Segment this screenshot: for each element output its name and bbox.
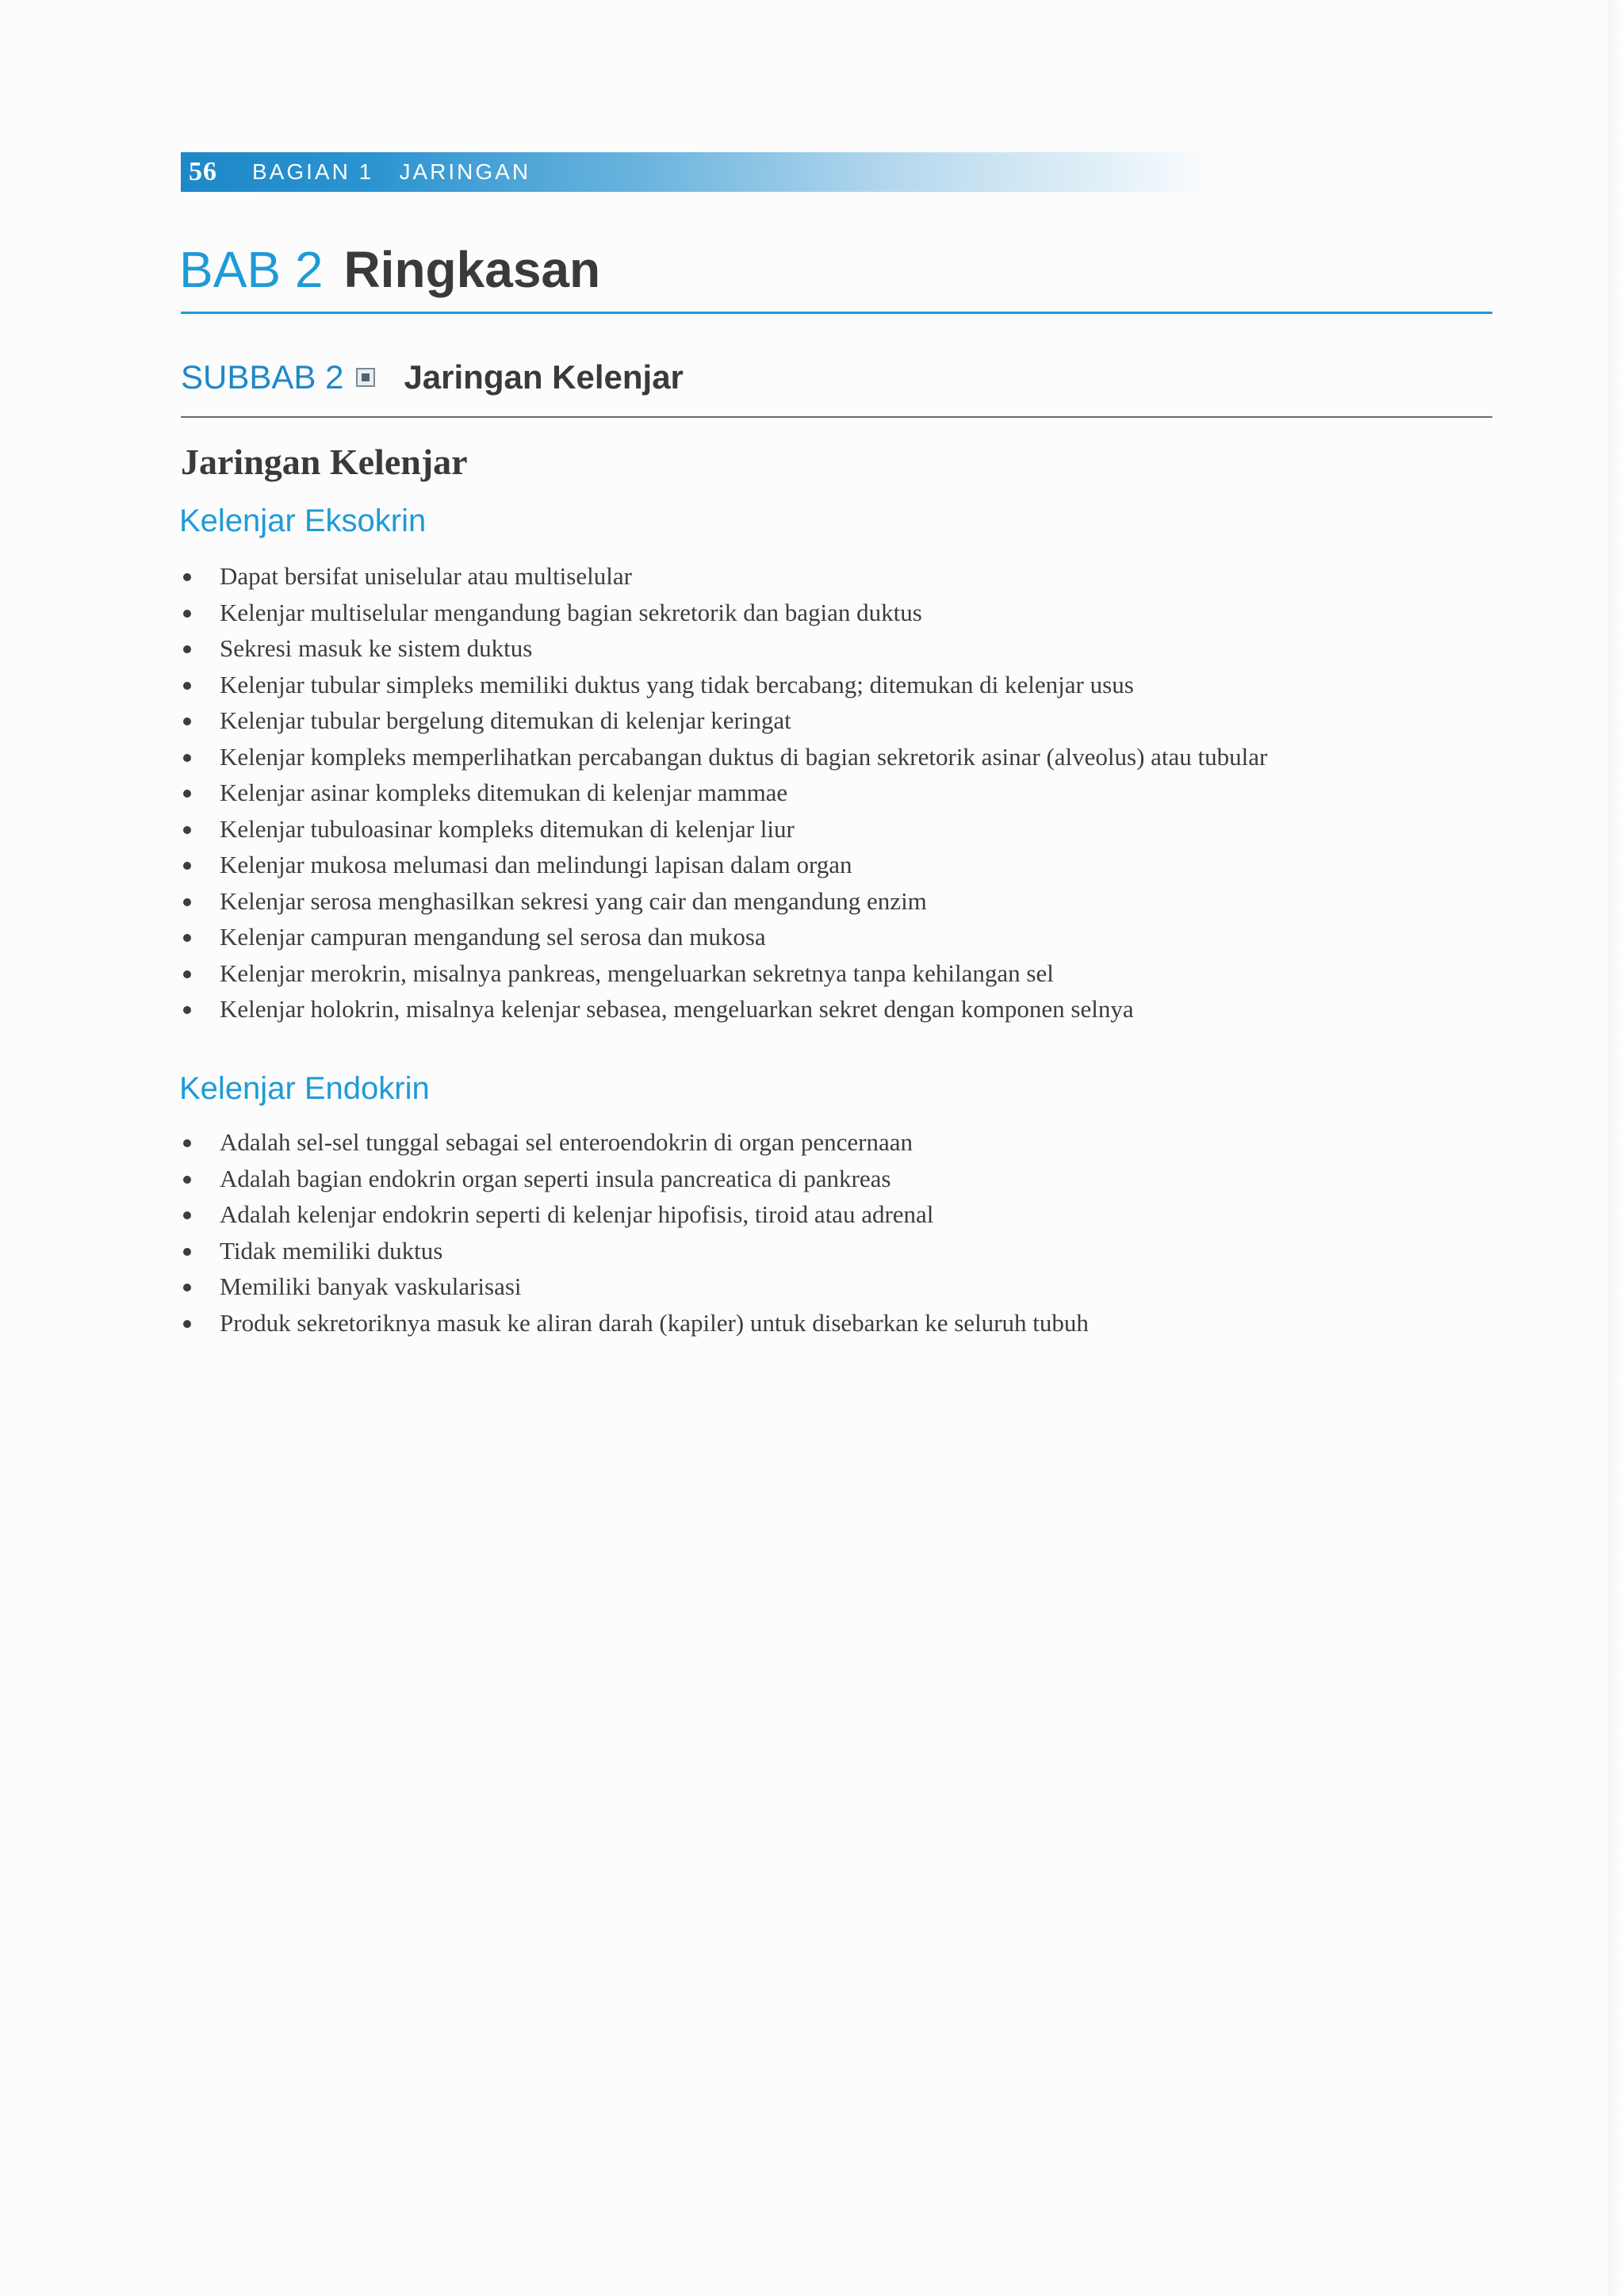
list-item: Kelenjar merokrin, misalnya pankreas, mengeluarkan sekretnya tanpa kehilangan sel	[181, 955, 1267, 992]
running-header-section: BAGIAN 1 JARINGAN	[252, 159, 531, 184]
list-item: Kelenjar mukosa melumasi dan melindungi lapisan dalam organ	[181, 847, 1267, 883]
exocrine-list	[181, 558, 1267, 1027]
list-item: Kelenjar campuran mengandung sel serosa dan mukosa	[181, 919, 1267, 955]
list-item: Kelenjar tubular simpleks memiliki duktus yang tidak bercabang; ditemukan di kelenjar usus	[181, 667, 1267, 703]
list-item: Adalah sel-sel tunggal sebagai sel enteroendokrin di organ pencernaan	[181, 1124, 1089, 1161]
chapter-rule	[181, 312, 1492, 314]
list-item: Kelenjar tubuloasinar kompleks ditemukan di kelenjar liur	[181, 811, 1267, 848]
list-item: Kelenjar multiselular mengandung bagian sekretorik dan bagian duktus	[181, 595, 1267, 631]
section-heading: Jaringan Kelenjar	[181, 442, 468, 482]
list-item: Dapat bersifat uniselular atau multiselular	[181, 558, 1267, 595]
list-item: Memiliki banyak vaskularisasi	[181, 1269, 1089, 1305]
chapter-title	[179, 238, 600, 301]
list-item: Kelenjar serosa menghasilkan sekresi yang cair dan mengandung enzim	[181, 883, 1267, 920]
list-item: Kelenjar kompleks memperlihatkan percabangan duktus di bagian sekretorik asinar (alveolus) atau tubular	[181, 739, 1267, 775]
page-number: 56	[189, 157, 217, 186]
endocrine-heading: Kelenjar Endokrin	[179, 1071, 430, 1106]
chapter-label: BAB 2	[179, 241, 324, 298]
page-edge	[1608, 0, 1624, 2296]
square-bullet-icon	[356, 368, 375, 387]
chapter-name: Ringkasan	[343, 241, 601, 298]
subchapter-rule	[181, 416, 1492, 418]
endocrine-list	[181, 1124, 1089, 1341]
list-item: Adalah kelenjar endokrin seperti di kelenjar hipofisis, tiroid atau adrenal	[181, 1196, 1089, 1233]
running-header	[181, 152, 1212, 192]
subchapter-title	[181, 355, 684, 400]
list-item: Sekresi masuk ke sistem duktus	[181, 630, 1267, 667]
list-item: Kelenjar holokrin, misalnya kelenjar sebasea, mengeluarkan sekret dengan komponen selnya	[181, 991, 1267, 1027]
exocrine-heading: Kelenjar Eksokrin	[179, 503, 427, 538]
subchapter-label: SUBBAB 2	[181, 358, 344, 396]
list-item: Kelenjar asinar kompleks ditemukan di kelenjar mammae	[181, 775, 1267, 811]
list-item: Kelenjar tubular bergelung ditemukan di kelenjar keringat	[181, 702, 1267, 739]
list-item: Produk sekretoriknya masuk ke aliran darah (kapiler) untuk disebarkan ke seluruh tubuh	[181, 1305, 1089, 1341]
list-item: Adalah bagian endokrin organ seperti insula pancreatica di pankreas	[181, 1161, 1089, 1197]
subchapter-name: Jaringan Kelenjar	[404, 358, 684, 396]
list-item: Tidak memiliki duktus	[181, 1233, 1089, 1269]
